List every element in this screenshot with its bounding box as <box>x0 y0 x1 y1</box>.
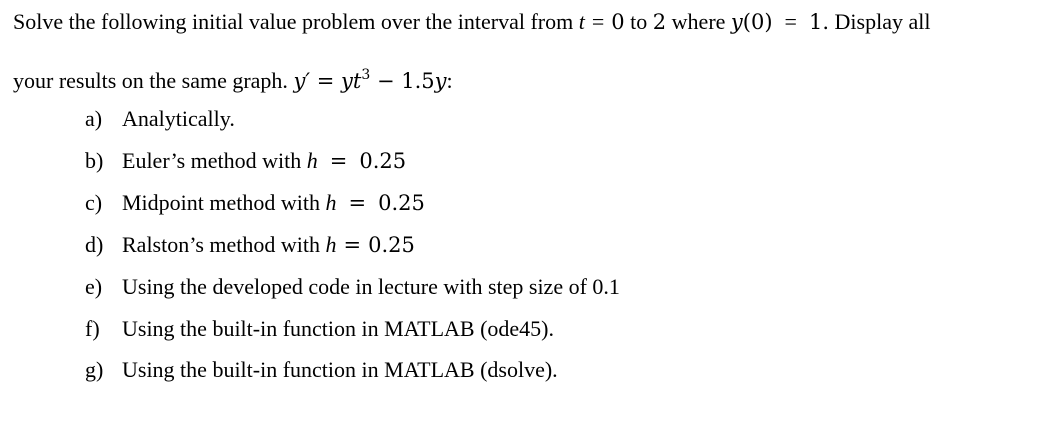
item-label: b) <box>85 148 104 173</box>
initial-condition-lhs: y(0) <box>730 10 773 34</box>
ode-equation: $y' = yt^3 - 1.5y$ <box>293 67 447 93</box>
initial-condition-rhs: 1. <box>808 10 830 34</box>
ode-y: y <box>434 69 447 93</box>
item-text: Using the developed code in lecture with step size of 0.1 <box>122 274 620 299</box>
where-word: where <box>671 9 726 34</box>
item-text: Euler’s method with <box>122 148 302 173</box>
item-label: d) <box>85 232 104 257</box>
ode-rest: − 1.5 <box>376 69 435 93</box>
ode-colon: : <box>446 68 453 93</box>
step-h: h <box>306 148 318 173</box>
item-text: Using the built-in function in MATLAB (dsolve). <box>122 357 558 382</box>
step-value: 0.25 <box>359 149 407 173</box>
problem-line-1 <box>13 8 930 36</box>
list-item-e <box>85 273 620 301</box>
ic-equals-sign: = <box>784 9 797 34</box>
ode-rhs-yt: yt <box>341 69 362 93</box>
item-label: c) <box>85 190 103 215</box>
tail-text: Display all <box>834 9 931 34</box>
t-start: 0 <box>611 10 625 34</box>
step-value: 0.25 <box>378 191 425 215</box>
item-label: f) <box>85 316 100 341</box>
step-equals: = <box>348 191 367 215</box>
item-text: Ralston’s method with <box>122 232 320 257</box>
step-equals: = <box>343 233 362 257</box>
problem-line-2 <box>13 67 453 95</box>
ode-lhs: y′ <box>293 69 311 93</box>
item-text: Using the built-in function in MATLAB (ode45). <box>122 316 555 341</box>
item-text: Analytically. <box>122 106 235 131</box>
step-h: h <box>325 190 337 215</box>
list-item-a <box>85 105 235 133</box>
item-label: e) <box>85 274 103 299</box>
list-item-b <box>85 147 406 175</box>
ode-exponent: 3 <box>361 67 371 83</box>
equals-sign: = <box>591 9 605 34</box>
item-label: g) <box>85 357 104 382</box>
item-label: a) <box>85 106 103 131</box>
t-variable: t <box>578 9 585 34</box>
list-item-g <box>85 356 558 384</box>
intro-text: Solve the following initial value problem over the interval from <box>13 9 574 34</box>
item-text: Midpoint method with <box>122 190 320 215</box>
step-h: h <box>325 232 337 257</box>
to-word: to <box>630 9 648 34</box>
list-item-f <box>85 315 554 343</box>
t-end: 2 <box>652 10 667 34</box>
step-value: 0.25 <box>368 233 415 257</box>
list-item-d <box>85 231 415 259</box>
step-equals: = <box>329 149 348 173</box>
line2-text: your results on the same graph. <box>13 68 288 93</box>
list-item-c <box>85 189 425 217</box>
